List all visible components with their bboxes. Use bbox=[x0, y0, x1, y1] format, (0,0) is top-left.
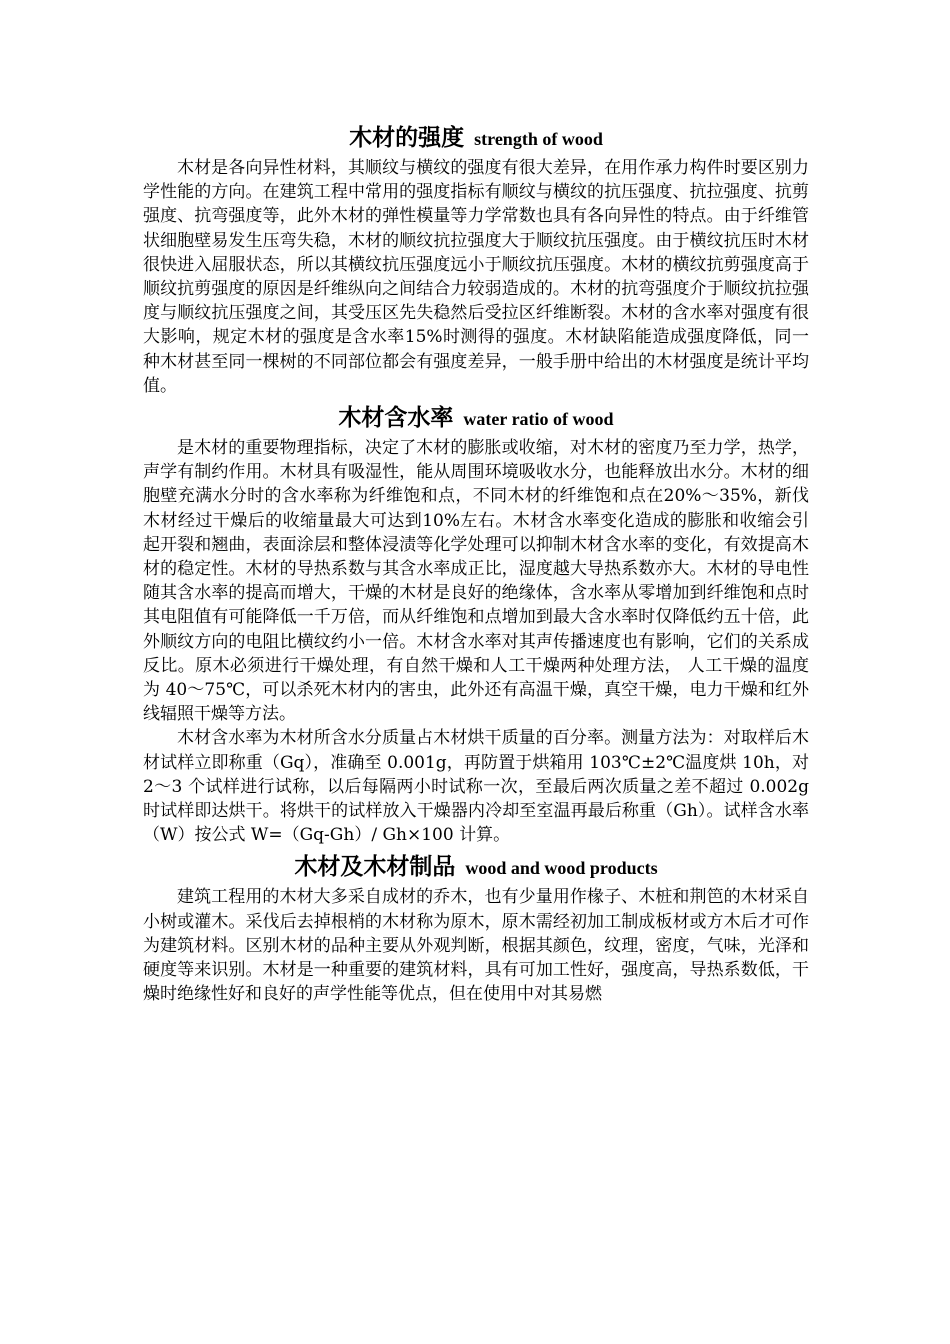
paragraph-strength: 木材是各向异性材料，其顺纹与横纹的强度有很大差异，在用作承力构件时要区别力学性能的方向。在建筑工程中常用的强度指标有顺纹与横纹的抗压强度、抗拉强度、抗剪强度、抗弯强度等，此外木材的弹性模量等力学常数也具有各向异性的特点。由于纤维管状细胞壁易发生压弯失稳，木材的顺纹抗拉强度大于顺纹抗压强度。由于横纹抗压时木材很快进入屈服状态，所以其横纹抗压强度远小于顺纹抗压强度。木材的横纹抗剪强度高于顺纹抗剪强度的原因是纤维纵向之间结合力较弱造成的。木材的抗弯强度介于顺纹抗拉强度与顺纹抗压强度之间，其受压区先失稳然后受拉区纤维断裂。木材的含水率对强度有很大影响，规定木材的强度是含水率15%时测得的强度。木材缺陷能造成强度降低，同一种木材甚至同一棵树的不同部位都会有强度差异，一般手册中给出的木材强度是统计平均值。 bbox=[143, 158, 809, 396]
heading-chinese: 木材含水率 bbox=[338, 405, 454, 432]
paragraph-wood-products: 建筑工程用的木材大多采自成材的乔木，也有少量用作椽子、木桩和荆笆的木材采自小树或灌木。采伐后去掉根梢的木材称为原木，原木需经初加工制成板材或方木后才可作为建筑材料。区别木材的品种主要从外观判断，根据其颜色，纹理，密度，气味，光泽和硬度等来识别。木材是一种重要的建筑材料，具有可加工性好，强度高，导热系数低，干燥时绝缘性好和良好的声学性能等优点，但在使用中对其易燃 bbox=[143, 887, 809, 1005]
paragraph-water-ratio-2: 木材含水率为木材所含水分质量占木材烘干质量的百分率。测量方法为：对取样后木材试样立即称重（Gq），准确至 0.001g，再防置于烘箱用 103℃±2℃温度烘 10h，对 2～3 个试样进行试称，以后每隔两小时试称一次，至最后两次质量之差不超过 0.002g 时试样即达烘干。将烘干的试样放入干燥器内冷却至室温再最后称重（Gh）。试样含水率（W）按公式 W=（Gq-Gh）/ Gh×100 计算。 bbox=[143, 728, 809, 846]
heading-english: water ratio of wood bbox=[463, 409, 614, 430]
section-heading-wood-products bbox=[143, 847, 809, 885]
paragraph-water-ratio-1: 是木材的重要物理指标，决定了木材的膨胀或收缩，对木材的密度乃至力学，热学，声学有制约作用。木材具有吸湿性，能从周围环境吸收水分，也能释放出水分。木材的细胞壁充满水分时的含水率称为纤维饱和点，不同木材的纤维饱和点在20%～35%，新伐木材经过干燥后的收缩量最大可达到10%左右。木材含水率变化造成的膨胀和收缩会引起开裂和翘曲，表面涂层和整体浸渍等化学处理可以抑制木材含水率的变化，有效提高木材的稳定性。木材的导热系数与其含水率成正比，湿度越大导热系数亦大。木材的导电性随其含水率的提高而增大，干燥的木材是良好的绝缘体，含水率从零增加到纤维饱和点时其电阻值有可能降低一千万倍，而从纤维饱和点增加到最大含水率时仅降低约五十倍，此外顺纹方向的电阻比横纹约小一倍。木材含水率对其声传播速度也有影响，它们的关系成反比。原木必须进行干燥处理，有自然干燥和人工干燥两种处理方法， 人工干燥的温度为 40～75℃，可以杀死木材内的害虫，此外还有高温干燥，真空干燥，电力干燥和红外线辐照干燥等方法。 bbox=[143, 438, 809, 725]
heading-chinese: 木材及木材制品 bbox=[294, 854, 456, 881]
section-heading-water-ratio bbox=[143, 398, 809, 436]
heading-english: strength of wood bbox=[474, 129, 603, 149]
document-page bbox=[143, 118, 809, 1007]
heading-chinese: 木材的强度 bbox=[349, 125, 465, 151]
section-heading-strength bbox=[143, 118, 809, 156]
heading-english: wood and wood products bbox=[465, 858, 658, 879]
